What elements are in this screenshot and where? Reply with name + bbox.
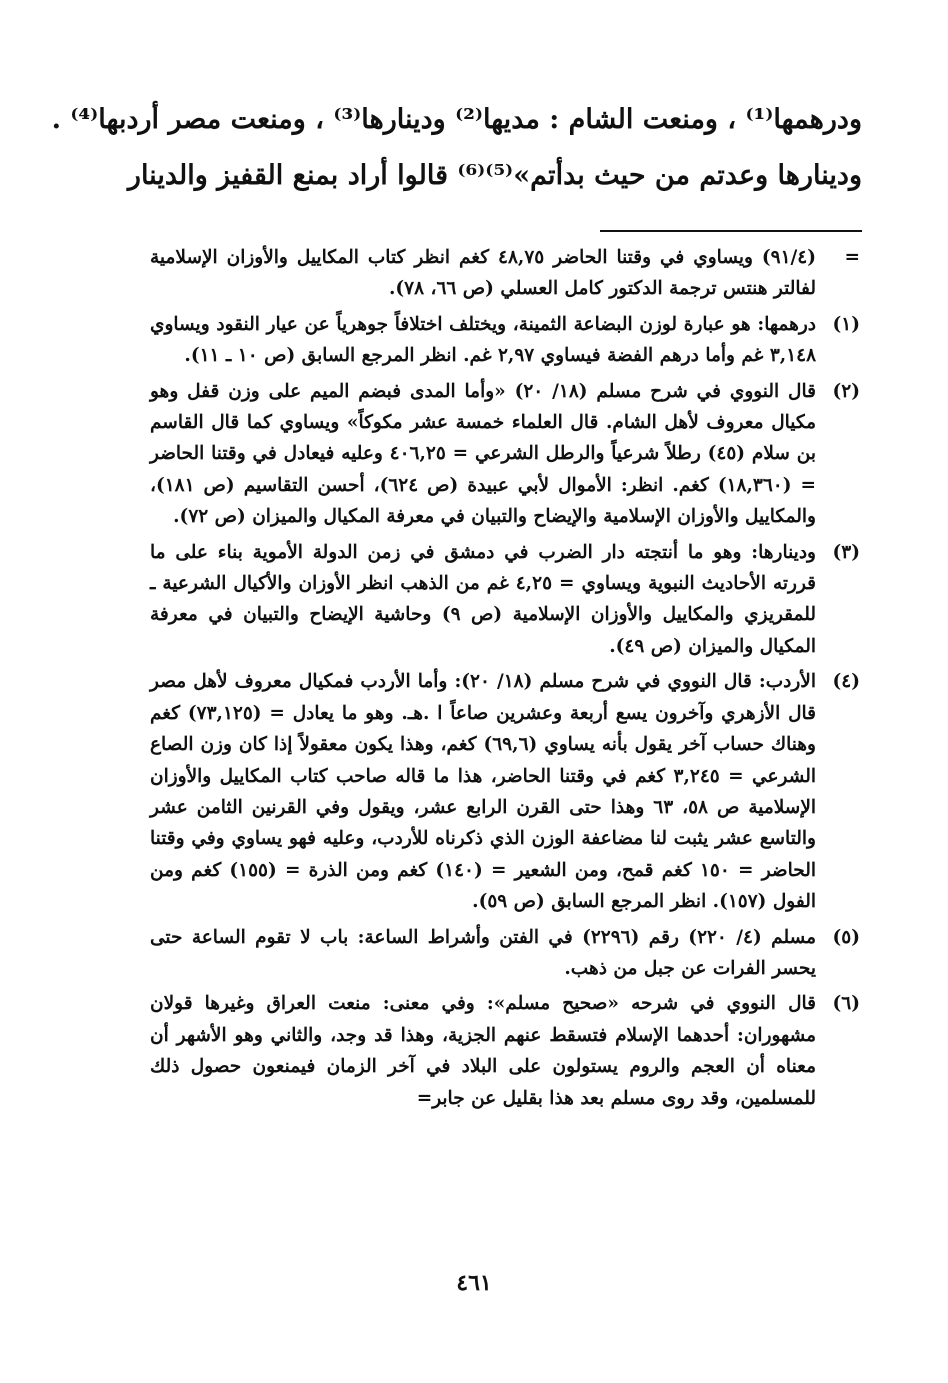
footnote-4: [150, 666, 862, 917]
footnote-5: [150, 922, 862, 985]
footnote-marker: (١): [832, 313, 860, 335]
footnote-text: ودينارها: وهو ما أنتجته دار الضرب في دمشق في زمن الدولة الأموية بناء على ما قررته الأحاديث النبوية ويساوي = ٤,٢٥ غم من الذهب انظر الأوزان والأكيال الشرعية ـ للمقريزي والمكاييل والأوزان الإسلامية (ص ٩) وحاشية الإيضاح والتبيان في معرفة المكيال والميزان (ص ٤٩).: [150, 541, 816, 657]
footnotes: [150, 242, 862, 1114]
footnote-continuation: [150, 242, 862, 305]
main-line-2: ودينارها وعدتم من حيث بدأتم»⁽⁵⁾⁽⁶⁾ قالوا أراد بمنع القفيز والدينار: [127, 160, 862, 191]
footnote-text: قال النووي في شرحه «صحيح مسلم»: وفي معنى: منعت العراق وغيرها قولان مشهوران: أحدهما الإسلام فتسقط عنهم الجزية، وهذا قد وجد، والثاني وهو الأشهر أن معناه أن العجم والروم يستولون على البلاد في آخر الزمان فيمنعون حصول ذلك للمسلمين، وقد روى مسلم بعد هذا بقليل عن جابر=: [150, 993, 816, 1109]
footnote-marker: (٥): [832, 926, 860, 948]
footnote-marker: (٤): [832, 671, 860, 693]
footnote-3: [150, 537, 862, 663]
footnote-divider: [600, 230, 862, 232]
footnote-1: [150, 309, 862, 372]
footnote-text: درهمها: هو عبارة لوزن البضاعة الثمينة، ويختلف اختلافاً جوهرياً عن عيار النقود ويساوي ٣,١٤٨ غم وأما درهم الفضة فيساوي ٢,٩٧ غم. انظر المرجع السابق (ص ١٠ ـ ١١).: [150, 313, 816, 367]
footnote-marker: (٣): [832, 541, 860, 563]
footnote-text: مسلم (٤/ ٢٢٠) رقم (٢٢٩٦) في الفتن وأشراط الساعة: باب لا تقوم الساعة حتى يحسر الفرات عن جبل من ذهب.: [150, 926, 817, 979]
footnote-marker: =: [844, 247, 860, 268]
page-number: ٤٦١: [456, 1270, 492, 1296]
main-line-1: ودرهمها⁽¹⁾ ، ومنعت الشام : مديها⁽²⁾ ودينارها⁽³⁾ ، ومنعت مصر أردبها⁽⁴⁾ .: [51, 104, 862, 135]
footnote-text: (٩١/٤) ويساوي في وقتنا الحاضر ٤٨,٧٥ كغم انظر كتاب المكاييل والأوزان الإسلامية لفالتر هنتس ترجمة الدكتور كامل العسلي (ص ٦٦، ٧٨).: [150, 247, 816, 300]
main-text: [51, 92, 862, 204]
footnote-6: [150, 988, 862, 1114]
footnote-marker: (٦): [832, 993, 860, 1015]
footnote-text: الأردب: قال النووي في شرح مسلم (١٨/ ٢٠): وأما الأردب فمكيال معروف لأهل مصر قال الأزهري وآخرون يسع أربعة وعشرين صاعاً ا .هـ. وهو ما يعادل = (٧٣,١٢٥) كغم وهناك حساب آخر يقول بأنه يساوي (٦٩,٦) كغم، وهذا يكون معقولاً إذا كان وزن الصاع الشرعي = ٣,٢٤٥ كغم في وقتنا الحاضر، هذا ما قاله صاحب كتاب المكاييل والأوزان الإسلامية ص ٥٨، ٦٣ وهذا حتى القرن الرابع عشر، ويقول وفي القرنين الثامن عشر والتاسع عشر يثبت لنا مضاعفة الوزن الذي ذكرناه للأردب، وعليه فهو يساوي وفي وقتنا الحاضر = ١٥٠ كغم قمح، ومن الشعير = (١٤٠) كغم ومن الذرة = (١٥٥) كغم ومن الفول (١٥٧). انظر المرجع السابق (ص ٥٩).: [150, 671, 817, 913]
footnote-2: [150, 376, 862, 533]
page-content: [51, 92, 862, 1118]
footnote-marker: (٢): [832, 380, 860, 402]
footnote-text: قال النووي في شرح مسلم (١٨/ ٢٠) «وأما المدى فبضم الميم على وزن قفل وهو مكيال معروف لأهل الشام. قال العلماء خمسة عشر مكوكاً» ويساوي كما قال القاسم بن سلام (٤٥) رطلاً شرعياً والرطل الشرعي = ٤٠٦,٢٥ وعليه فيعادل في وقتنا الحاضر = (١٨,٣٦٠) كغم. انظر: الأموال لأبي عبيدة (ص ٦٢٤)، أحسن التقاسيم (ص ١٨١)، والمكاييل والأوزان الإسلامية والإيضاح والتبيان في معرفة المكيال والميزان (ص ٧٢).: [150, 380, 816, 528]
